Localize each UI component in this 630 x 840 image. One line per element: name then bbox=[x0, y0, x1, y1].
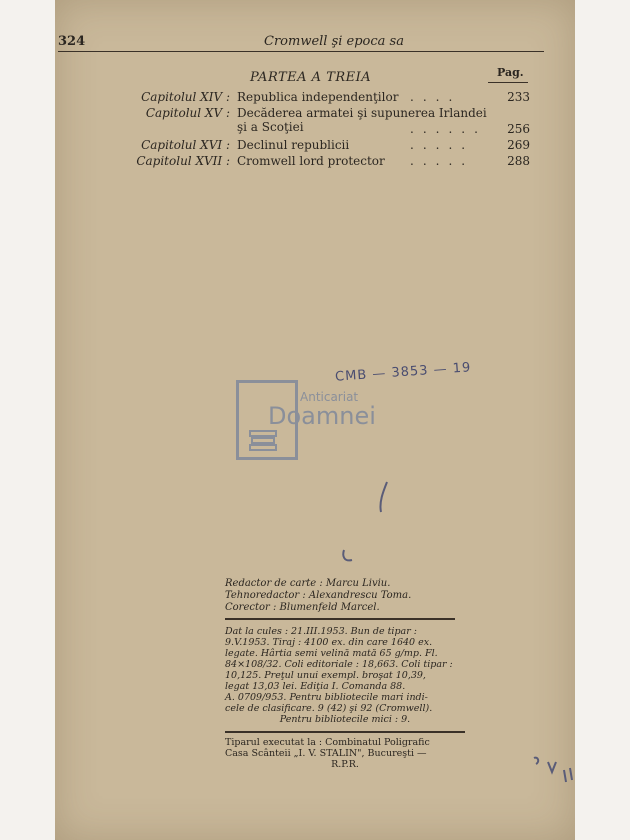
toc-title-line2: şi a Scoţiei bbox=[237, 120, 304, 134]
toc-title: Declinul republicii bbox=[237, 138, 350, 152]
toc-row bbox=[120, 90, 530, 106]
pencil-mark bbox=[530, 752, 580, 786]
colophon bbox=[225, 578, 475, 770]
printer-line: Casa Scânteii „I. V. STALIN", Bucureşti — bbox=[225, 748, 427, 759]
pencil-mark bbox=[375, 478, 395, 514]
credits bbox=[225, 578, 475, 614]
toc-chapter: Capitolul XV : bbox=[145, 106, 230, 120]
header-rule bbox=[58, 51, 544, 52]
printer-line: Tiparul executat la : Combinatul Poligrafic bbox=[225, 737, 430, 748]
toc-page: 288 bbox=[507, 154, 530, 168]
colophon-rule bbox=[225, 618, 455, 620]
running-title: Cromwell şi epoca sa bbox=[264, 34, 404, 49]
print-line: 9.V.1953. Tiraj : 4100 ex. din care 1640 ex. bbox=[225, 637, 433, 648]
watermark-small-text: Anticariat bbox=[300, 390, 359, 404]
toc-row bbox=[120, 154, 530, 170]
table-of-contents bbox=[120, 90, 530, 170]
toc-row bbox=[120, 138, 530, 154]
credit-line: Redactor de carte : Marcu Liviu. bbox=[225, 578, 391, 589]
print-line: 10,125. Preţul unui exempl. broşat 10,39, bbox=[225, 670, 426, 681]
print-line: Dat la cules : 21.III.1953. Bun de tipar : bbox=[225, 626, 417, 637]
toc-row bbox=[120, 106, 530, 138]
toc-title: Cromwell lord protector bbox=[237, 154, 385, 168]
toc-chapter: Capitolul XIV : bbox=[141, 90, 230, 104]
leader-dots: ..... bbox=[410, 154, 475, 168]
page-number: 324 bbox=[58, 34, 86, 49]
pag-column-label: Pag. bbox=[497, 66, 524, 79]
watermark-big-text: Doamnei bbox=[268, 402, 376, 430]
printer-line: R.P.R. bbox=[331, 759, 359, 770]
pencil-mark bbox=[340, 548, 356, 564]
toc-page: 233 bbox=[507, 90, 530, 104]
printer-info bbox=[225, 737, 465, 770]
print-line: Pentru bibliotecile mici : 9. bbox=[279, 714, 411, 725]
pag-column-rule bbox=[488, 82, 528, 83]
leader-dots: ..... bbox=[410, 138, 475, 152]
section-title: PARTEA A TREIA bbox=[250, 70, 372, 85]
books-icon bbox=[248, 428, 278, 452]
handwritten-scrawl: CMB — 3853 — 19 bbox=[334, 360, 472, 385]
print-line: legat 13,03 lei. Ediţia I. Comanda 88. bbox=[225, 681, 406, 692]
toc-chapter: Capitolul XVI : bbox=[141, 138, 230, 152]
toc-page: 269 bbox=[507, 138, 530, 152]
leader-dots: .... bbox=[410, 90, 462, 104]
toc-title: Republica independenţilor bbox=[237, 90, 399, 104]
watermark-logo bbox=[236, 380, 396, 462]
credit-line: Corector : Blumenfeld Marcel. bbox=[225, 602, 380, 613]
print-line: legate. Hârtia semi velină mată 65 g/mp. Fl. bbox=[225, 648, 438, 659]
print-line: 84×108/32. Coli editoriale : 18,663. Coli tipar : bbox=[225, 659, 453, 670]
print-line: cele de clasificare. 9 (42) şi 92 (Cromwell). bbox=[225, 703, 433, 714]
print-info bbox=[225, 626, 465, 725]
colophon-rule bbox=[225, 731, 465, 733]
print-line: A. 0709/953. Pentru bibliotecile mari indi- bbox=[225, 692, 428, 703]
toc-page: 256 bbox=[507, 122, 530, 136]
credit-line: Tehnoredactor : Alexandrescu Toma. bbox=[225, 590, 412, 601]
toc-chapter: Capitolul XVII : bbox=[136, 154, 230, 168]
toc-title: Decăderea armatei şi supunerea Irlandei bbox=[237, 106, 487, 120]
leader-dots: ...... bbox=[410, 122, 487, 136]
page-header bbox=[58, 34, 548, 56]
